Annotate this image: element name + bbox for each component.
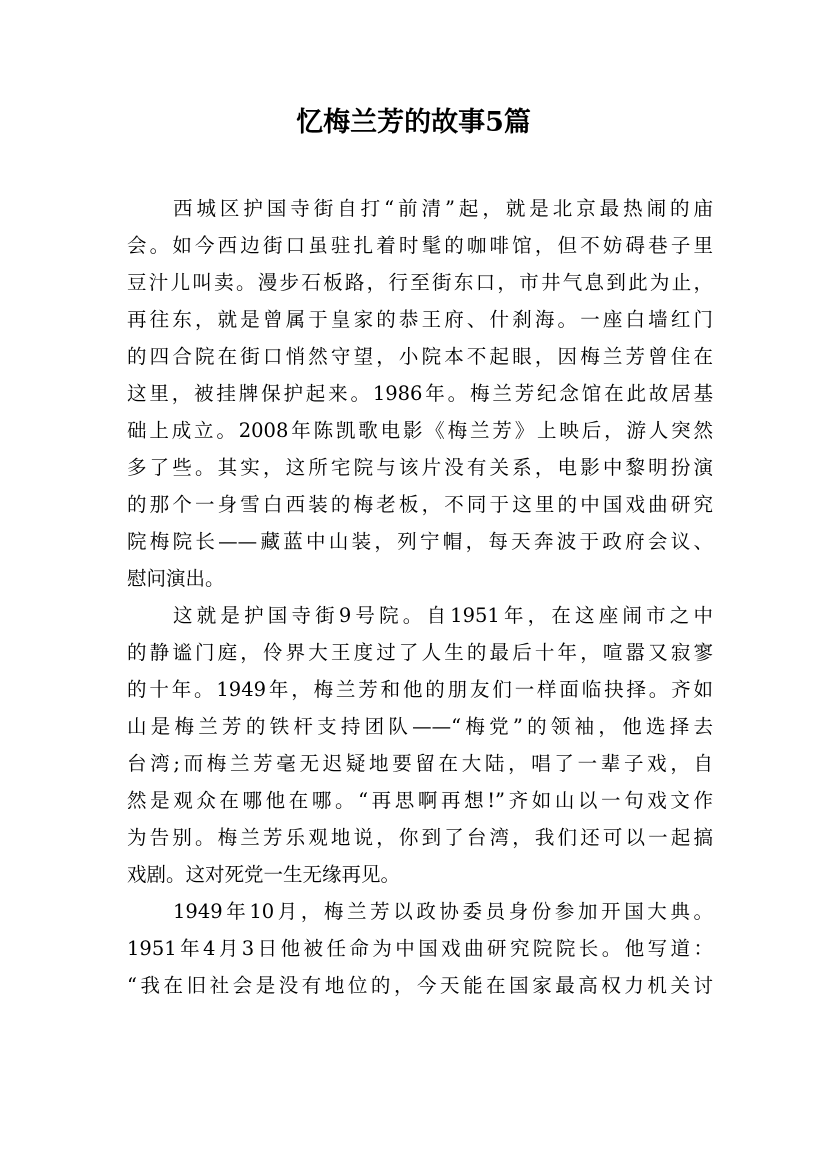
text-line: 为告别。梅兰芳乐观地说，你到了台湾，我们还可以一起搞 [127, 826, 713, 849]
text-line: 1949年10月，梅兰芳以政协委员身份参加开国大典。 [173, 900, 713, 923]
text-line: 的那个一身雪白西装的梅老板，不同于这里的中国戏曲研究 [127, 493, 713, 516]
text-line: 再往东，就是曾属于皇家的恭王府、什刹海。一座白墙红门 [127, 308, 713, 331]
text-line: 的静谧门庭，伶界大王度过了人生的最后十年，喧嚣又寂寥 [127, 641, 713, 664]
text-line: 豆汁儿叫卖。漫步石板路，行至街东口，市井气息到此为止， [127, 271, 713, 294]
text-line: “我在旧社会是没有地位的，今天能在国家最高权力机关讨 [127, 974, 713, 997]
text-line: 台湾;而梅兰芳毫无迟疑地要留在大陆，唱了一辈子戏，自 [127, 752, 713, 775]
text-line: 戏剧。这对死党一生无缘再见。 [127, 863, 401, 886]
text-line: 会。如今西边街口虽驻扎着时髦的咖啡馆，但不妨碍巷子里 [127, 234, 713, 257]
text-line: 山是梅兰芳的铁杆支持团队——“梅党”的领袖，他选择去 [127, 715, 713, 738]
text-line: 础上成立。2008年陈凯歌电影《梅兰芳》上映后，游人突然 [127, 419, 713, 442]
text-line: 1951年4月3日他被任命为中国戏曲研究院院长。他写道： [127, 937, 713, 960]
document-body [127, 190, 713, 1004]
text-line: 多了些。其实，这所宅院与该片没有关系，电影中黎明扮演 [127, 456, 713, 479]
text-line: 然是观众在哪他在哪。“再思啊再想!”齐如山以一句戏文作 [127, 789, 713, 812]
text-line: 院梅院长——藏蓝中山装，列宁帽，每天奔波于政府会议、 [127, 530, 713, 553]
text-line: 这就是护国寺街9号院。自1951年，在这座闹市之中 [173, 604, 713, 627]
text-line: 的四合院在街口悄然守望，小院本不起眼，因梅兰芳曾住在 [127, 345, 713, 368]
document-title: 忆梅兰芳的故事5篇 [296, 107, 531, 138]
text-line: 的十年。1949年，梅兰芳和他的朋友们一样面临抉择。齐如 [127, 678, 713, 701]
text-line: 西城区护国寺街自打“前清”起，就是北京最热闹的庙 [173, 197, 713, 220]
text-line: 这里，被挂牌保护起来。1986年。梅兰芳纪念馆在此故居基 [127, 382, 713, 405]
text-line: 慰问演出。 [127, 567, 225, 590]
